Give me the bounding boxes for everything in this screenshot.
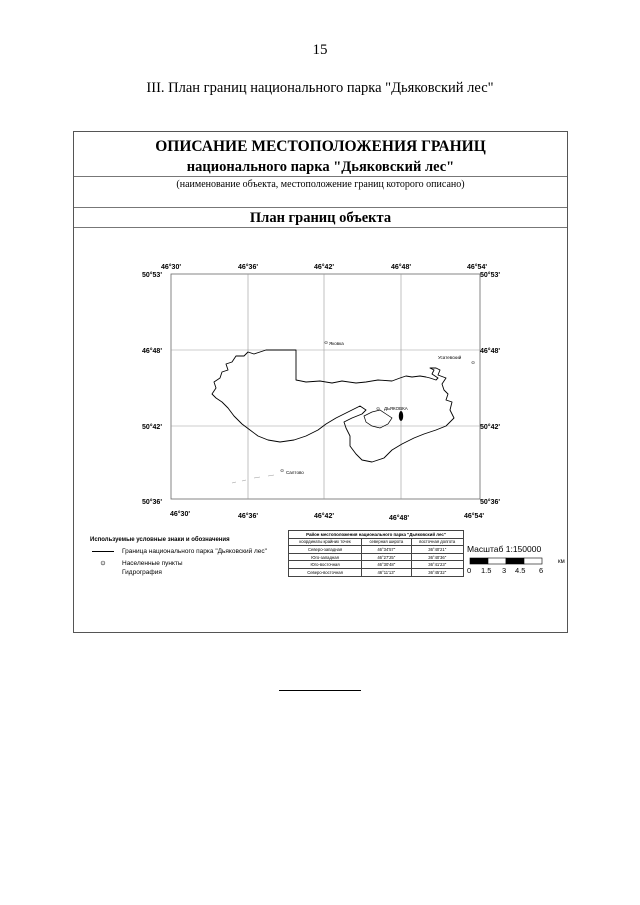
table-header: северная широта — [362, 538, 411, 546]
right-lat-label: 46°48' — [480, 348, 501, 355]
table-row: Юго-западная 46°27'25'' 36°40'36'' — [289, 553, 464, 561]
settlement-symbol: ⊙ — [280, 468, 284, 473]
bottom-lon-label: 46°54' — [463, 513, 485, 520]
town-label-northeast: Усатевский — [438, 355, 462, 360]
scale-tick: 0 — [467, 566, 472, 575]
town-label-center: ДЬЯКОВКА — [384, 406, 408, 411]
legend-row-settlements — [90, 559, 183, 567]
scale-tick: 1.5 — [481, 566, 492, 575]
bottom-lon-label: 46°30' — [169, 511, 191, 518]
table-header: координаты крайних точек — [289, 538, 362, 546]
town-label-southwest: Салтово — [286, 470, 304, 475]
left-lat-label: 50°42' — [141, 424, 162, 431]
top-lon-label: 46°48' — [390, 264, 412, 271]
legend-title: Используемые условные знаки и обозначения — [90, 537, 230, 543]
scale-tick: 6 — [539, 566, 544, 575]
right-lat-label: 50°42' — [480, 424, 501, 431]
header-title-line2: национального парка "Дьяковский лес" — [186, 159, 455, 175]
inner-hydro-outline — [364, 410, 392, 428]
left-lat-label: 46°48' — [141, 348, 162, 355]
header-title-line1: ОПИСАНИЕ МЕСТОПОЛОЖЕНИЯ ГРАНИЦ — [155, 138, 486, 155]
extreme-points-table — [288, 530, 464, 577]
top-lon-label: 46°42' — [313, 264, 335, 271]
legend-settlement-icon: ⊙ — [100, 560, 106, 567]
page-number: 15 — [312, 42, 328, 58]
scale-unit: км — [558, 559, 565, 565]
table-row: Северо-восточная 46°11'13'' 36°45'32'' — [289, 568, 464, 576]
left-lat-label: 50°53' — [141, 272, 162, 279]
right-lat-label: 50°36' — [480, 499, 501, 506]
top-lon-label: 46°30' — [160, 264, 182, 271]
legend-label-settlements: Населенные пункты — [122, 559, 183, 567]
top-lon-label: 46°36' — [237, 264, 259, 271]
footnote-separator — [279, 690, 361, 691]
boundary-description-frame — [73, 131, 568, 633]
settlement-symbol: ⊙ — [471, 360, 475, 365]
table-row: Северо-западная 46°34'57'' 36°40'21'' — [289, 546, 464, 554]
left-lat-label: 50°36' — [141, 499, 162, 506]
plan-title: План границ объекта — [249, 210, 392, 226]
town-label-north: Яковка — [329, 341, 344, 346]
scale-label: Масштаб 1:150000 — [467, 544, 542, 554]
stream-hydro-mark — [232, 475, 274, 483]
table-header: восточная долгота — [411, 538, 463, 546]
right-lat-label: 50°53' — [480, 272, 501, 279]
scale-tick: 3 — [502, 566, 507, 575]
legend-row-boundary — [90, 548, 267, 555]
table-caption: Район местоположения национального парка "Дьяковский лес" — [289, 531, 464, 539]
legend-row-hydrography — [90, 569, 162, 576]
boundary-map — [74, 132, 566, 522]
legend-label-hydrography: Гидрография — [122, 569, 162, 576]
map-frame — [171, 274, 480, 499]
bottom-lon-label: 46°42' — [313, 513, 335, 520]
header-caption: (наименование объекта, местоположение границ которого описано) — [176, 179, 465, 190]
scale-tick: 4.5 — [515, 566, 526, 575]
settlement-symbol: ⊙ — [324, 340, 328, 345]
bottom-lon-label: 46°36' — [237, 513, 259, 520]
legend-label-boundary: Граница национального парка "Дьяковский лес" — [122, 548, 267, 555]
settlement-symbol: ⊙ — [376, 406, 380, 411]
bottom-lon-label: 46°48' — [388, 515, 410, 522]
table-row: Юго-восточная 46°30'48'' 36°41'23'' — [289, 561, 464, 569]
section-title: III. План границ национального парка "Дьяковский лес" — [146, 80, 494, 96]
legend-boundary-line-symbol — [90, 548, 116, 555]
top-lon-label: 46°54' — [466, 264, 488, 271]
lake-hydro-mark — [399, 411, 403, 421]
